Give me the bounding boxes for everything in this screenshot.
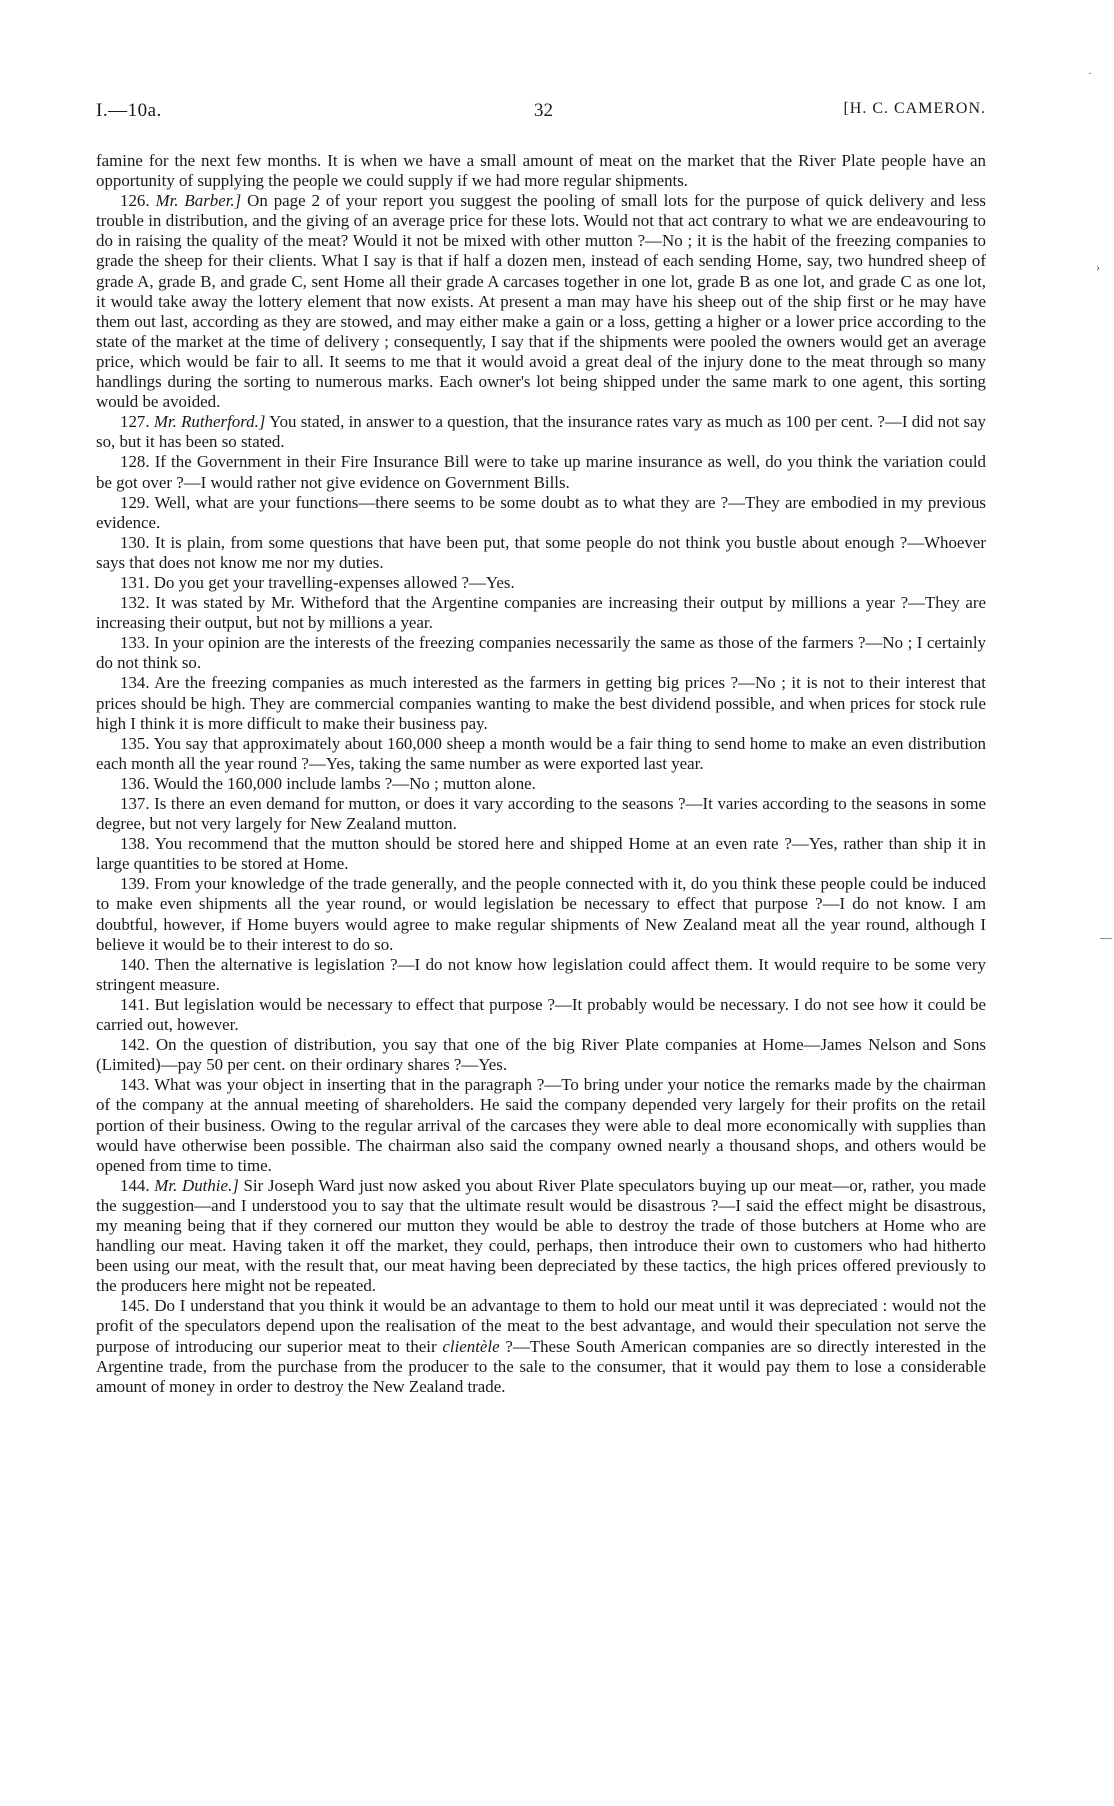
question-paragraph: [96, 452, 986, 492]
question-number: 135.: [120, 733, 150, 753]
question-paragraph: [96, 1075, 986, 1175]
paragraph-text: Do you get your travelling-expenses allowed ?—Yes.: [153, 572, 515, 592]
scan-mark: ·: [1088, 66, 1092, 80]
paragraph-text: It is plain, from some questions that have been put, that some people do not think you bustle about enough ?—Whoever says that does not know me nor my duties.: [96, 532, 986, 572]
question-paragraph: [96, 673, 986, 733]
question-number: 139.: [120, 874, 150, 894]
paragraph-text: Would the 160,000 include lambs ?—No ; mutton alone.: [153, 773, 536, 793]
document-reference: I.—10a.: [96, 100, 162, 121]
question-number: 144.: [120, 1175, 150, 1195]
question-number: 143.: [120, 1075, 150, 1095]
body-text: [96, 151, 986, 1397]
question-paragraph: [96, 834, 986, 874]
paragraph-text: Is there an even demand for mutton, or does it vary according to the seasons ?—It varies according to the seasons in some degree, but not very largely for New Zealand mutton.: [96, 794, 986, 834]
question-paragraph: [96, 734, 986, 774]
speaker-name: Mr. Barber.]: [155, 191, 242, 211]
paragraph-text: What was your object in inserting that in the paragraph ?—To bring under your notice the remarks made by the chairman of the company at the annual meeting of shareholders. He said the company depended very largely for their profits on the retail portion of their business. Owing to the regular arrival of the carcases they were able to deal more economically with supplies than would have otherwise been possible. The chairman also said the company owned nearly a thousand shops, and others would be opened from time to time.: [96, 1075, 986, 1175]
question-number: 132.: [120, 593, 150, 613]
paragraph-text: ?—These South American companies are so directly interested in the Argentine trade, from the purchase from the producer to the sale to the consumer, that it would pay them to lose a considerable amount of money in order to destroy the New Zealand trade.: [96, 1336, 986, 1396]
paragraph-text: In your opinion are the interests of the freezing companies necessarily the same as those of the farmers ?—No ; I certainly do not think so.: [96, 633, 986, 673]
paragraph-text: Then the alternative is legislation ?—I do not know how legislation could affect them. It would require to be some very stringent measure.: [96, 954, 986, 994]
question-number: 131.: [120, 572, 150, 592]
page-number: 32: [534, 100, 553, 121]
witness-name: [H. C. CAMERON.: [843, 100, 986, 117]
question-paragraph: [96, 633, 986, 673]
paragraph-text: You stated, in answer to a question, that the insurance rates vary as much as 100 per cent. ?—I did not say so, but it has been so stated.: [96, 412, 986, 452]
question-paragraph: [96, 493, 986, 533]
scan-mark: ›: [1096, 260, 1100, 274]
paragraph-text: famine for the next few months. It is when we have a small amount of meat on the market that the River Plate people have an opportunity of supplying the people we could supply if we had more regular shipments.: [96, 151, 986, 191]
question-paragraph: [96, 1176, 986, 1297]
question-number: 136.: [120, 773, 150, 793]
paragraph-text: But legislation would be necessary to effect that purpose ?—It probably would be necessary. I do not see how it could be carried out, however.: [96, 994, 986, 1035]
question-paragraph: [96, 955, 986, 995]
question-number: 128.: [120, 452, 150, 472]
scan-mark: —: [1100, 930, 1112, 944]
question-number: 142.: [120, 1035, 150, 1055]
page-header: [96, 100, 986, 130]
question-number: 137.: [120, 794, 150, 813]
question-number: 134.: [120, 673, 150, 693]
question-paragraph: [96, 874, 986, 954]
question-paragraph: [96, 593, 986, 633]
question-number: 129.: [120, 492, 150, 512]
question-paragraph: [96, 573, 986, 593]
question-number: 140.: [120, 954, 150, 974]
paragraph-text: Are the freezing companies as much interested as the farmers in getting big prices ?—No ; it is not to their interest that prices should be high. They are commercial companies wanting to make the best dividend possible, and when prices for stock rule high I think it is more difficult to make their business pay.: [96, 673, 986, 733]
question-paragraph: [96, 1035, 986, 1075]
paragraph-text: You recommend that the mutton should be stored here and shipped Home at an even rate ?—Yes, rather than ship it in large quantities to be stored at Home.: [96, 834, 986, 874]
question-number: 138.: [120, 834, 150, 854]
continuation-paragraph: [96, 151, 986, 191]
question-number: 141.: [120, 994, 150, 1014]
paragraph-text: Do I understand that you think it would be an advantage to them to hold our meat until it was depreciated : would not the profit of the speculators depend upon the realisation of the meat to the best advantage, and would their speculation not serve the purpose of introducing our superior meat to their: [96, 1296, 986, 1356]
question-number: 133.: [120, 633, 150, 653]
question-paragraph: [96, 412, 986, 452]
question-number: 130.: [120, 532, 150, 552]
paragraph-text: On the question of distribution, you say that one of the big River Plate companies at Home—James Nelson and Sons (Limited)—pay 50 per cent. on their ordinary shares ?—Yes.: [96, 1035, 986, 1075]
question-number: 145.: [120, 1296, 150, 1316]
paragraph-text: Well, what are your functions—there seems to be some doubt as to what they are ?—They are embodied in my previous evidence.: [96, 492, 986, 532]
paragraph-text: If the Government in their Fire Insurance Bill were to take up marine insurance as well, do you think the variation could be got over ?—I would rather not give evidence on Government Bills.: [96, 452, 986, 492]
question-paragraph: [96, 995, 986, 1035]
question-number: 126.: [120, 191, 150, 211]
paragraph-text: You say that approximately about 160,000 sheep a month would be a fair thing to send home to make an even distribution each month all the year round ?—Yes, taking the same number as were exported last year.: [96, 733, 986, 773]
paragraph-text: It was stated by Mr. Witheford that the Argentine companies are increasing their output by millions a year ?—They are increasing their output, but not by millions a year.: [96, 593, 986, 633]
italic-term: clientèle: [442, 1336, 500, 1356]
question-number: 127.: [120, 412, 150, 432]
paragraph-text: From your knowledge of the trade generally, and the people connected with it, do you think these people could be induced to make even shipments all the year round, or would legislation be necessary to effect that purpose ?—I do not know. I am doubtful, however, if Home buyers would agree to make regular shipments of New Zealand meat all the year round, although I believe it would be to their interest to do so.: [96, 874, 986, 954]
paragraph-text: On page 2 of your report you suggest the pooling of small lots for the purpose of quick delivery and less trouble in distribution, and the giving of an average price for these lots. Would not that act contrary to what we are endeavouring to do in raising the quality of the meat? Would it not be mixed with other mutton ?—No ; it is the habit of the freezing companies to grade the sheep for their clients. What I say is that if half a dozen men, instead of each sending Home, say, two hundred sheep of grade A, grade B, and grade C, sent Home all their grade A carcases together in one lot, grade B as one lot, and grade C as one lot, it would take away the lottery element that now exists. At present a man may have his sheep out of the ship first or he may have them out last, according as they are stowed, and may either make a gain or a loss, getting a higher or a lower price according to the state of the market at the time of delivery ; consequently, I say that if the shipments were pooled the owners would get an average price, which would be fair to all. It seems to me that it would avoid a great deal of the injury done to the meat through so many handlings during the sorting to numerous marks. Each owner's lot being shipped under the same mark to one agent, this sorting would be avoided.: [96, 191, 986, 412]
question-paragraph: [96, 533, 986, 573]
paragraph-text: Sir Joseph Ward just now asked you about River Plate speculators buying up our meat—or, rather, you made the suggestion—and I understood you to say that the ultimate result would be disastrous ?—I said the effect might be disastrous, my meaning being that if they cornered our mutton they would be able to destroy the trade of those butchers at Home who are handling our meat. Having taken it off the market, they could, perhaps, then introduce their own to customers who had hitherto been using our meat, with the result that, our meat having been depreciated by these tactics, the high prices offered previously to the producers here might not be repeated.: [96, 1175, 987, 1296]
speaker-name: Mr. Duthie.]: [154, 1175, 239, 1195]
question-paragraph: [96, 191, 986, 412]
question-paragraph: [96, 1296, 986, 1396]
speaker-name: Mr. Rutherford.]: [153, 412, 266, 432]
question-paragraph: [96, 774, 986, 794]
question-paragraph: [96, 794, 986, 834]
